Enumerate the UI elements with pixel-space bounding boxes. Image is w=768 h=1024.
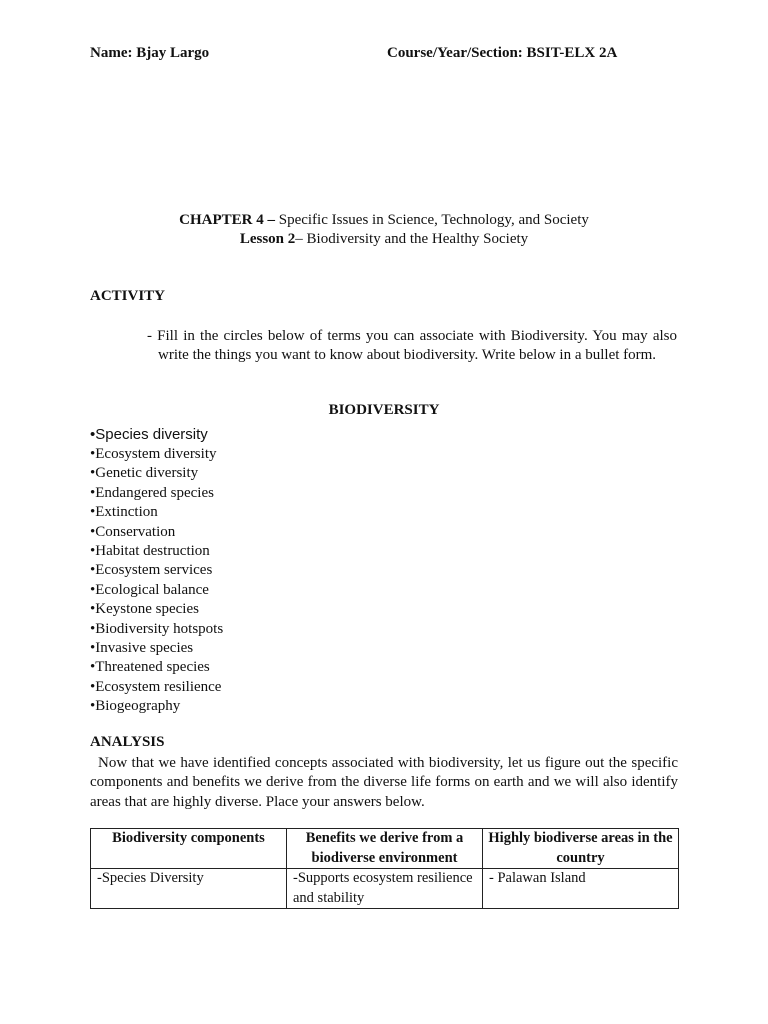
- column-header-components: Biodiversity components: [91, 829, 287, 869]
- column-header-benefits: Benefits we derive from a biodiverse environment: [287, 829, 483, 869]
- activity-instruction: [131, 327, 677, 365]
- list-item: •Extinction: [90, 504, 158, 521]
- list-item: •Species diversity: [90, 426, 208, 443]
- lesson-title: [0, 231, 768, 248]
- list-item: •Conservation: [90, 523, 176, 540]
- list-item: •Keystone species: [90, 601, 199, 618]
- list-item: •Invasive species: [90, 639, 194, 656]
- list-item: •Biogeography: [90, 698, 181, 715]
- chapter-text: Specific Issues in Science, Technology, and Society: [274, 212, 589, 228]
- biodiversity-term-list: [90, 424, 223, 716]
- list-item: •Genetic diversity: [90, 465, 199, 482]
- instruction-text: - Fill in the circles below of terms you can associate with Biodiversity. You may also write the things you want to know about biodiversity. Write below in a bullet form.: [147, 328, 677, 363]
- analysis-paragraph: Now that we have identified concepts associated with biodiversity, let us figure out the specific components and benefits we derive from the diverse life forms on earth and we will also identify areas that are highly diverse. Place your answers below.: [90, 755, 678, 810]
- cell-component: -Species Diversity: [91, 869, 287, 909]
- list-item: •Ecosystem services: [90, 562, 213, 579]
- list-item: •Ecological balance: [90, 581, 209, 598]
- table-row: [91, 869, 679, 909]
- student-name: Name: Bjay Largo: [90, 45, 210, 61]
- list-item: •Ecosystem resilience: [90, 678, 222, 695]
- cell-area: - Palawan Island: [483, 869, 679, 909]
- cell-benefit: -Supports ecosystem resilience and stability: [287, 869, 483, 909]
- list-item: •Habitat destruction: [90, 542, 210, 559]
- activity-heading: ACTIVITY: [90, 288, 166, 304]
- biodiversity-list-heading: BIODIVERSITY: [328, 402, 440, 418]
- table-header-row: [91, 829, 679, 869]
- chapter-title: [0, 212, 768, 229]
- course-year-section: Course/Year/Section: BSIT-ELX 2A: [387, 45, 618, 61]
- analysis-table: [90, 828, 679, 909]
- list-item: •Threatened species: [90, 659, 210, 676]
- column-header-areas: Highly biodiverse areas in the country: [483, 829, 679, 869]
- list-item: •Ecosystem diversity: [90, 446, 217, 462]
- list-item: •Biodiversity hotspots: [90, 620, 224, 637]
- chapter-label: CHAPTER 4 –: [179, 212, 275, 228]
- analysis-heading: ANALYSIS: [90, 734, 165, 750]
- list-item: •Endangered species: [90, 484, 214, 501]
- lesson-text: – Biodiversity and the Healthy Society: [295, 231, 529, 247]
- lesson-label: Lesson 2: [239, 231, 296, 247]
